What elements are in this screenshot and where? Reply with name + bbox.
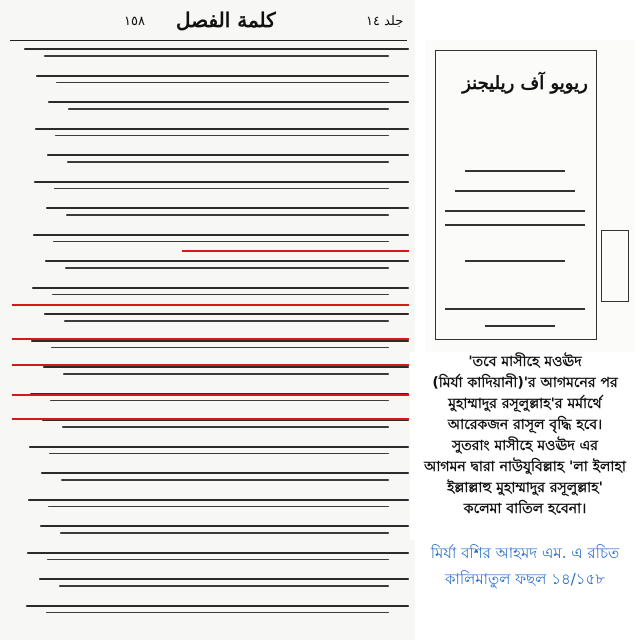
text-line — [63, 373, 389, 375]
highlight-underline — [12, 394, 409, 396]
text-line — [52, 294, 389, 296]
text-line — [47, 154, 409, 156]
text-line — [59, 585, 389, 587]
text-line — [66, 214, 389, 216]
text-line — [41, 472, 409, 474]
text-line — [26, 605, 409, 607]
cover-line — [465, 170, 565, 172]
text-line — [28, 499, 409, 501]
text-line — [33, 234, 409, 236]
text-line — [27, 552, 409, 554]
magazine-cover — [425, 40, 635, 355]
text-line — [64, 320, 389, 322]
cover-frame — [435, 50, 597, 340]
text-line — [34, 181, 409, 183]
text-line — [51, 347, 389, 349]
text-line — [61, 479, 389, 481]
text-line — [62, 426, 389, 428]
cover-line — [455, 190, 575, 192]
text-line — [44, 55, 389, 57]
cover-line — [445, 224, 585, 226]
text-line — [55, 135, 389, 137]
text-line — [32, 287, 409, 289]
caption-text: 'তবে মাসীহে মওঊদ (মির্যা কাদিয়ানী)'র আগমনের পর মুহাম্মাদুর রসূলুল্লাহ'র মর্মার্থে আরেকজন রাসূল বৃদ্ধি হবে। সুতরাং মাসীহে মওঊদ এর আগমন দ্বারা নাউযুবিল্লাহ 'লা ইলাহা ইল্লাল্লাহু মুহাম্মাদুর রসূলুল্লাহ' কলেমা বাতিল হবেনা। — [424, 354, 626, 517]
text-line — [48, 101, 409, 103]
text-line — [48, 506, 389, 508]
highlight-underline — [182, 250, 409, 252]
book-title: كلمة الفصل — [176, 8, 276, 32]
cover-line — [485, 325, 555, 327]
text-line — [44, 313, 409, 315]
highlight-underline — [12, 418, 409, 420]
text-line — [24, 48, 409, 50]
text-line — [46, 612, 389, 614]
text-line — [39, 578, 409, 580]
text-line — [29, 446, 409, 448]
text-line — [65, 267, 389, 269]
text-line — [50, 400, 389, 402]
page-number: ١٥٨ — [124, 14, 145, 29]
cover-line — [445, 308, 585, 310]
volume-label: جلد ١٤ — [366, 14, 404, 29]
text-line — [53, 241, 389, 243]
source-credit: মির্যা বশির আহমদ এম. এ রচিত কালিমাতুল ফছল ১৪/১৫৮ — [430, 544, 620, 588]
caption-box — [410, 352, 640, 540]
text-line — [35, 128, 409, 130]
text-line — [54, 188, 389, 190]
text-line — [49, 453, 389, 455]
text-line — [68, 108, 389, 110]
text-line — [46, 207, 409, 209]
text-line — [56, 82, 389, 84]
text-line — [43, 366, 409, 368]
text-line — [36, 75, 409, 77]
page-header — [6, 8, 411, 38]
text-line — [40, 525, 409, 527]
header-rule — [10, 40, 407, 41]
cover-side-box — [601, 230, 629, 302]
text-line — [60, 532, 389, 534]
urdu-text-block — [12, 42, 409, 632]
text-line — [45, 260, 409, 262]
text-line — [47, 559, 389, 561]
cover-line — [465, 260, 565, 262]
highlight-underline — [12, 364, 409, 366]
cover-title: ريويو آف ريليجنز — [462, 73, 588, 94]
text-line — [67, 161, 389, 163]
highlight-underline — [12, 304, 409, 306]
highlight-underline — [12, 338, 409, 340]
cover-line — [445, 210, 585, 212]
